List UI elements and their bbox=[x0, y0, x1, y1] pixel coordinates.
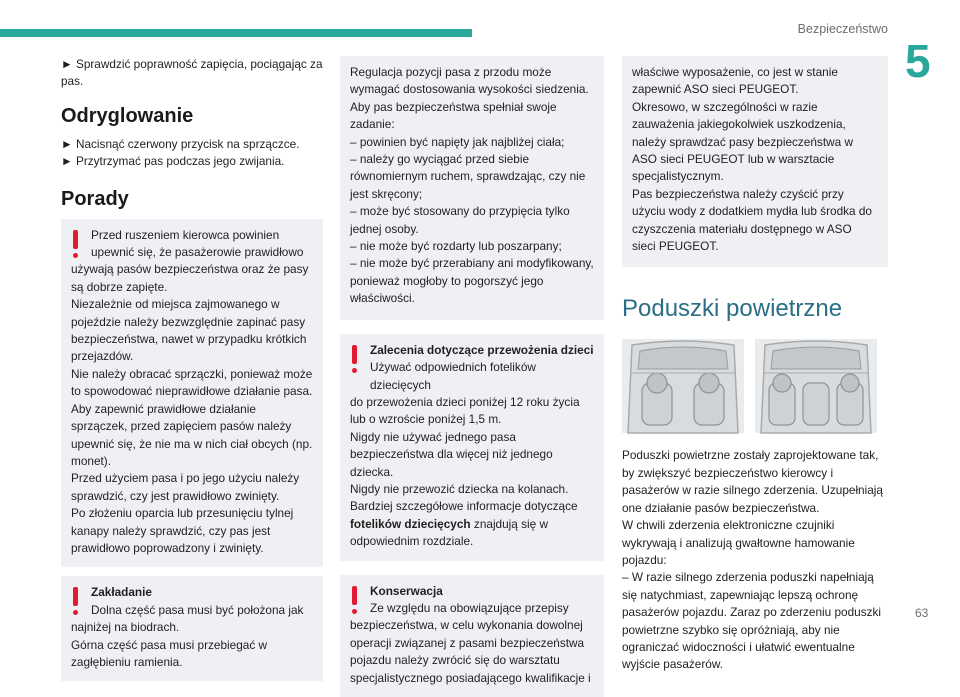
heading-advice: Porady bbox=[61, 187, 129, 210]
warning-text: bezpieczeństwa, w celu wykonania dowolnej operacji związanej z pasami bezpieczeństwa pojazdu należy zwrócić się do warsztatu specjalistycznego posiadającego kwalifikacje i bbox=[350, 618, 591, 685]
column-left bbox=[61, 56, 323, 681]
info-text: – może być stosowany do przypięcia tylko jednej osoby. bbox=[350, 204, 570, 236]
warning-text: Nie należy obracać sprzączki, ponieważ może to spowodować nieprawidłowe działanie pasa. bbox=[71, 366, 313, 399]
section-title: Bezpieczeństwo bbox=[797, 22, 888, 36]
info-box-maintenance-cont bbox=[622, 56, 888, 267]
warning-title: Konserwacja bbox=[370, 583, 443, 598]
info-text: Regulacja pozycji pasa z przodu może wymagać dostosowania wysokości siedzenia. bbox=[350, 65, 589, 97]
info-text: Pas bezpieczeństwa należy czyścić przy użyciu wody z dodatkiem mydła lub środka do czyszczenia materiału dostępnego w ASO sieci PEUGEOT. bbox=[632, 186, 872, 254]
warning-title: Zalecenia dotyczące przewożenia dzieci bbox=[370, 342, 594, 357]
page-number: 63 bbox=[915, 606, 929, 620]
header-accent-bar bbox=[0, 29, 472, 37]
info-text: – nie może być rozdarty lub poszarpany; bbox=[350, 239, 562, 254]
body-paragraph: – W razie silnego zderzenia poduszki napełniają się natychmiast, zapewniając lepszą ochronę pasażerów pojazdu. Zaraz po zderzeniu poduszki powietrzne szybko się opróżniają, aby nie ograniczać widoczności i ułatwić ewentualne wyjście pasażerów. bbox=[622, 570, 882, 672]
heading-airbags: Poduszki powietrzne bbox=[622, 295, 843, 323]
instruction-bullet: ► Sprawdzić poprawność zapięcia, pociągając za pas. bbox=[61, 57, 323, 89]
info-text: Okresowo, w szczególności w razie zauważenia jakiegokolwiek uszkodzenia, należy sprawdzać pasy bezpieczeństwa w ASO sieci PEUGEOT lub w warsztacie specjalistycznym. bbox=[632, 99, 853, 184]
warning-text: do przewożenia dzieci poniżej 12 roku życia lub o wzroście poniżej 1,5 m. bbox=[350, 394, 580, 427]
warning-icon bbox=[72, 587, 80, 617]
warning-text: najniżej na biodrach. bbox=[71, 620, 180, 635]
warning-icon bbox=[72, 230, 80, 260]
warning-box-children bbox=[340, 334, 604, 561]
warning-text-first: Dolna część pasa musi być położona jak bbox=[91, 602, 304, 617]
van-topview-illustration bbox=[622, 339, 744, 433]
info-text: Aby pas bezpieczeństwa spełniał swoje zadanie: bbox=[350, 99, 557, 132]
warning-box-fitting bbox=[61, 576, 323, 681]
instruction-bullet: ► Przytrzymać pas podczas jego zwijania. bbox=[61, 154, 285, 169]
info-text: właściwe wyposażenie, co jest w stanie zapewnić ASO sieci PEUGEOT. bbox=[632, 65, 838, 97]
info-text: – powinien być napięty jak najbliżej ciała; bbox=[350, 134, 565, 149]
warning-box-maintenance bbox=[340, 575, 604, 697]
warning-title: Zakładanie bbox=[91, 585, 152, 600]
instruction-bullet: ► Nacisnąć czerwony przycisk na sprzączce. bbox=[61, 136, 300, 151]
warning-box-advice bbox=[61, 219, 323, 568]
warning-text-first: Ze względu na obowiązujące przepisy bbox=[370, 600, 569, 615]
warning-text: Nigdy nie przewozić dziecka na kolanach. bbox=[350, 481, 569, 496]
warning-text-more: Bardziej szczegółowe informacje dotyczące fotelików dziecięcych znajdują się w odpowiednim rozdziale. bbox=[350, 499, 578, 549]
warning-text: Górna część pasa musi przebiegać w zagłębieniu ramienia. bbox=[71, 637, 268, 669]
body-paragraph: Poduszki powietrzne zostały zaprojektowane tak, by zwiększyć bezpieczeństwo kierowcy i pasażerów w razie silnego zderzenia. Uzupełniają one działanie pasów bezpieczeństwa. bbox=[622, 448, 883, 515]
column-right bbox=[622, 56, 888, 674]
heading-unlocking: Odryglowanie bbox=[61, 104, 194, 127]
warning-text-first: Przed ruszeniem kierowca powinien upewnić się, że pasażerowie prawidłowo bbox=[91, 227, 304, 260]
column-middle bbox=[340, 56, 604, 697]
warning-text: Przed użyciem pasa i po jego użyciu należy sprawdzić, czy jest prawidłowo zwinięty. bbox=[71, 471, 300, 503]
warning-icon bbox=[351, 345, 359, 375]
body-paragraph: W chwili zderzenia elektroniczne czujniki wykrywają i analizują gwałtowne hamowanie pojazdu: bbox=[622, 518, 855, 567]
warning-text: Nigdy nie używać jednego pasa bezpieczeństwa dla więcej niż jednego dziecka. bbox=[350, 429, 553, 479]
info-text: – należy go wyciągać przed siebie równomiernym ruchem, sprawdzając, czy nie jest skręcony; bbox=[350, 152, 586, 201]
warning-text: Niezależnie od miejsca zajmowanego w pojeździe należy bezwzględnie zapinać pasy bezpieczeństwa, nawet w przypadku krótkich przejazdów. bbox=[71, 297, 307, 364]
warning-text: Aby zapewnić prawidłowe działanie sprzączek, przed zapięciem pasów należy upewnić się, że nie ma w nich ciał obcych (np. monet). bbox=[71, 401, 313, 468]
van-topview-illustration bbox=[755, 339, 877, 433]
warning-text-first: Używać odpowiednich fotelików dziecięcych bbox=[370, 360, 536, 392]
info-text: – nie może być przerabiany ani modyfikowany, ponieważ mogłoby to pogorszyć jego właściwości. bbox=[350, 256, 594, 306]
chapter-number: 5 bbox=[905, 35, 931, 87]
airbag-illustrations bbox=[622, 339, 888, 433]
warning-icon bbox=[351, 586, 359, 616]
info-box-belt-usage bbox=[340, 56, 604, 320]
warning-text: Po złożeniu oparcia lub przesunięciu tylnej kanapy należy sprawdzić, czy pas jest prawidłowo poprowadzony i zwinięty. bbox=[71, 506, 294, 555]
warning-text: używają pasów bezpieczeństwa oraz że pasy są dobrze zapięte. bbox=[71, 262, 309, 294]
